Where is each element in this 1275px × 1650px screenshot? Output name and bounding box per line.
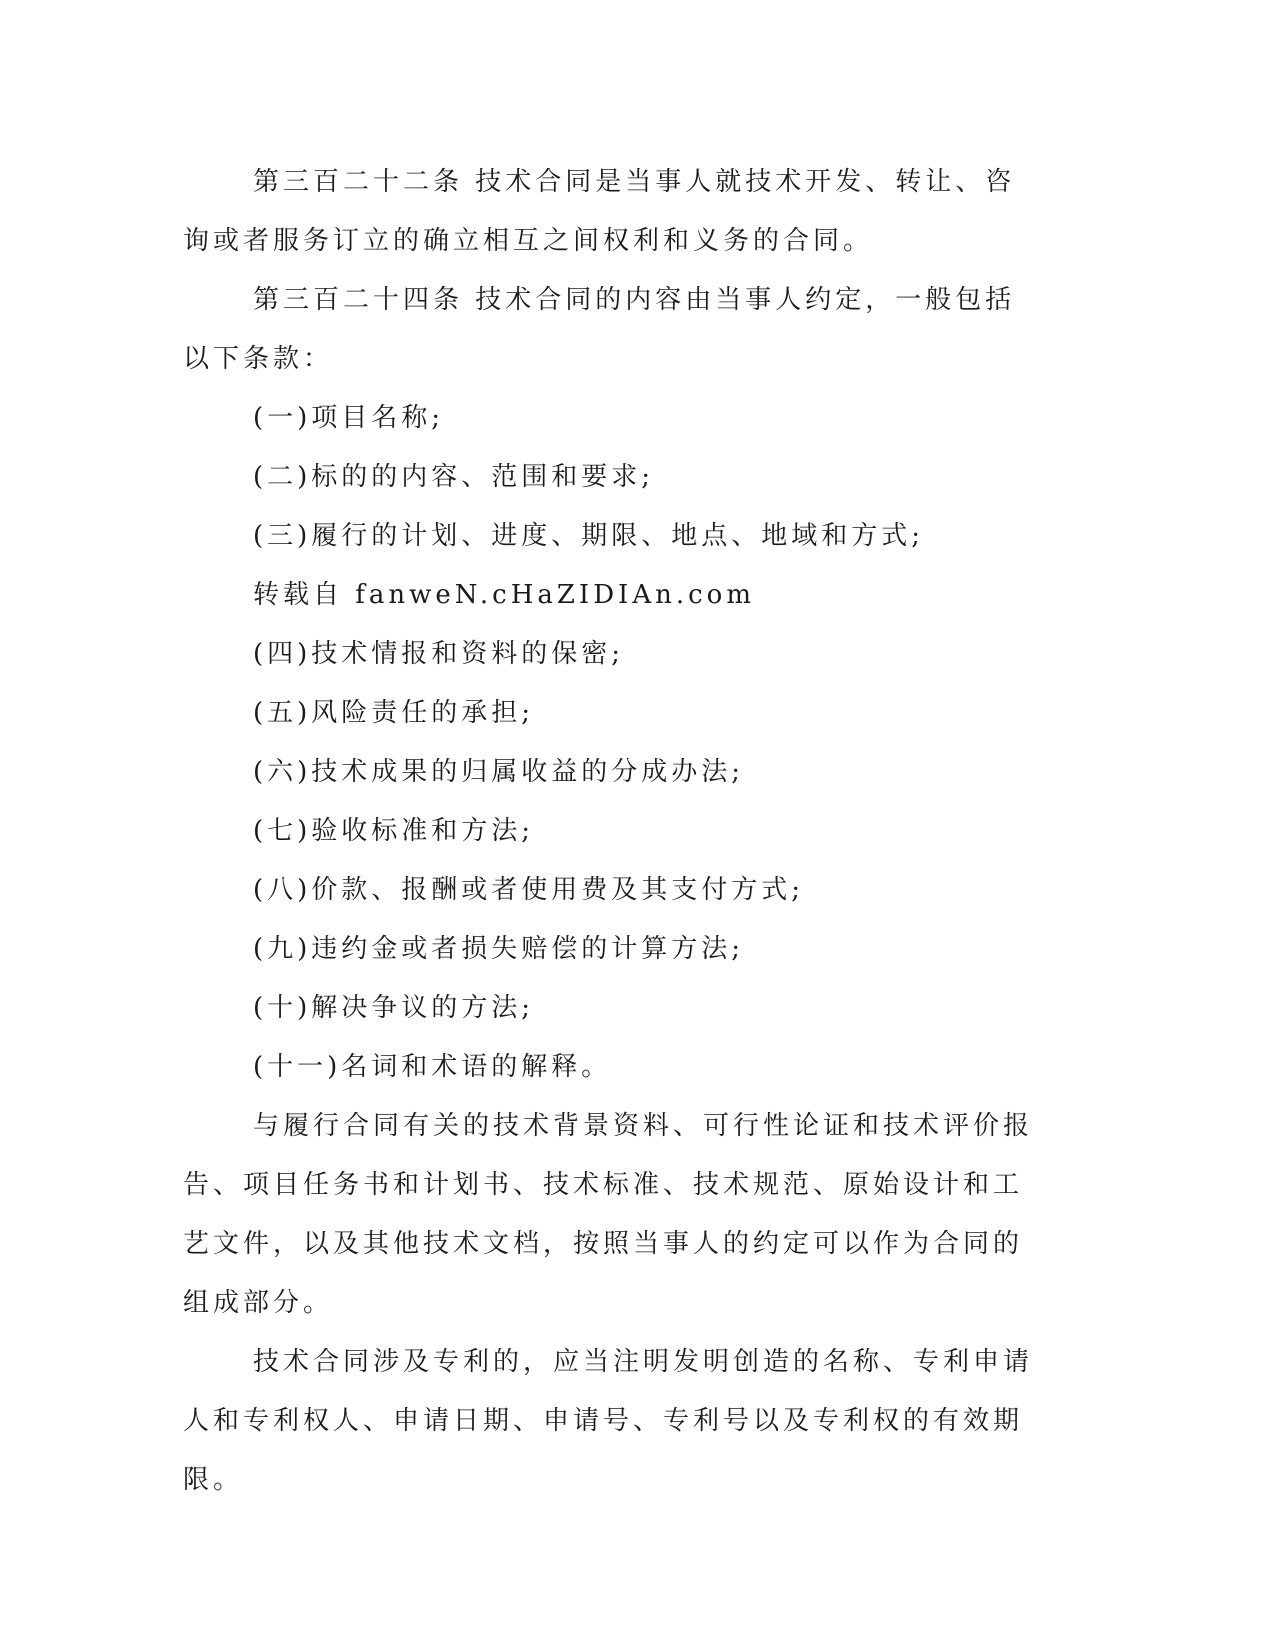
attachments-paragraph: 与履行合同有关的技术背景资料、可行性论证和技术评价报告、项目任务书和计划书、技术标准、技术规范、原始设计和工艺文件，以及其他技术文档，按照当事人的约定可以作为合同的组成部分。 <box>183 1111 1034 1318</box>
clause-item: (六)技术成果的归属收益的分成办法; <box>253 757 745 787</box>
clause-item: (七)验收标准和方法; <box>253 816 535 846</box>
source-note: 转载自 fanweN.cHaZIDIAn.com <box>253 580 755 610</box>
article-324-paragraph: 第三百二十四条 技术合同的内容由当事人约定，一般包括以下条款： <box>183 285 1016 374</box>
patent-paragraph: 技术合同涉及专利的，应当注明发明创造的名称、专利申请人和专利权人、申请日期、申请号、专利号以及专利权的有效期限。 <box>183 1347 1034 1495</box>
article-322-paragraph: 第三百二十二条 技术合同是当事人就技术开发、转让、咨询或者服务订立的确立相互之间权利和义务的合同。 <box>183 167 1016 256</box>
clause-item: (十)解决争议的方法; <box>253 993 535 1023</box>
clause-item: (三)履行的计划、进度、期限、地点、地域和方式; <box>253 521 925 551</box>
clause-item: (四)技术情报和资料的保密; <box>253 639 625 669</box>
clause-item: (九)违约金或者损失赔偿的计算方法; <box>253 934 745 964</box>
clause-item: (二)标的的内容、范围和要求; <box>253 462 655 492</box>
document-body <box>183 153 1043 1510</box>
clause-item: (八)价款、报酬或者使用费及其支付方式; <box>253 875 805 905</box>
clause-item: (五)风险责任的承担; <box>253 698 535 728</box>
clause-item: (一)项目名称; <box>253 403 445 433</box>
clause-item: (十一)名词和术语的解释。 <box>253 1052 612 1082</box>
